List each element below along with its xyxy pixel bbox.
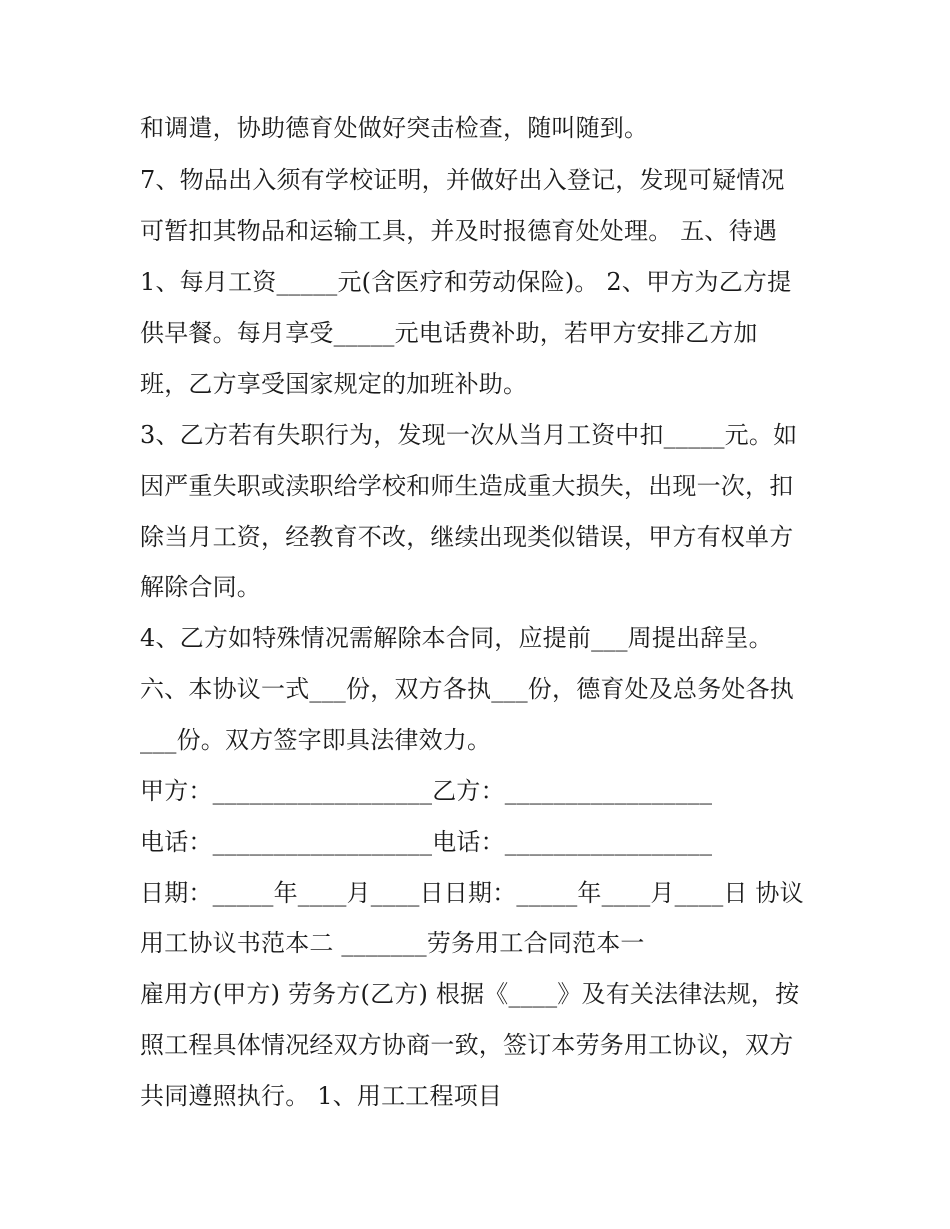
text-line: 3、乙方若有失职行为，发现一次从当月工资中扣_____元。如	[140, 421, 798, 449]
text-line: 班，乙方享受国家规定的加班补助。	[140, 370, 528, 398]
text-line: 照工程具体情况经双方协商一致，签订本劳务用工协议，双方	[140, 1031, 794, 1059]
text-line: 除当月工资，经教育不改，继续出现类似错误，甲方有权单方	[140, 523, 794, 551]
text-line: 共同遵照执行。 1、用工工程项目	[140, 1082, 503, 1110]
signature-line-phone: 电话：__________________电话：_________________	[140, 828, 713, 856]
text-line: 1、每月工资_____元(含医疗和劳动保险)。 2、甲方为乙方提	[140, 268, 792, 296]
text-line: 雇用方(甲方) 劳务方(乙方) 根据《____》及有关法律法规，按	[140, 980, 800, 1008]
signature-line-date: 日期：_____年____月____日日期：_____年____月____日 协议	[140, 879, 804, 907]
text-line: 六、本协议一式___份，双方各执___份，德育处及总务处各执	[140, 675, 794, 703]
text-line: 因严重失职或渎职给学校和师生造成重大损失，出现一次，扣	[140, 472, 794, 500]
text-line: 解除合同。	[140, 573, 261, 601]
text-line: 4、乙方如特殊情况需解除本合同，应提前___周提出辞呈。	[140, 624, 773, 652]
signature-line-party: 甲方：__________________乙方：_________________	[140, 777, 713, 805]
text-line: 供早餐。每月享受_____元电话费补助，若甲方安排乙方加	[140, 319, 758, 347]
text-line: 用工协议书范本二 _______劳务用工合同范本一	[140, 929, 645, 957]
text-line: 可暂扣其物品和运输工具，并及时报德育处处理。 五、待遇	[140, 217, 778, 245]
text-line: 7、物品出入须有学校证明，并做好出入登记，发现可疑情况	[140, 166, 785, 194]
text-line: 和调遣，协助德育处做好突击检查，随叫随到。	[140, 114, 649, 142]
text-line: ___份。双方签字即具法律效力。	[140, 726, 492, 754]
